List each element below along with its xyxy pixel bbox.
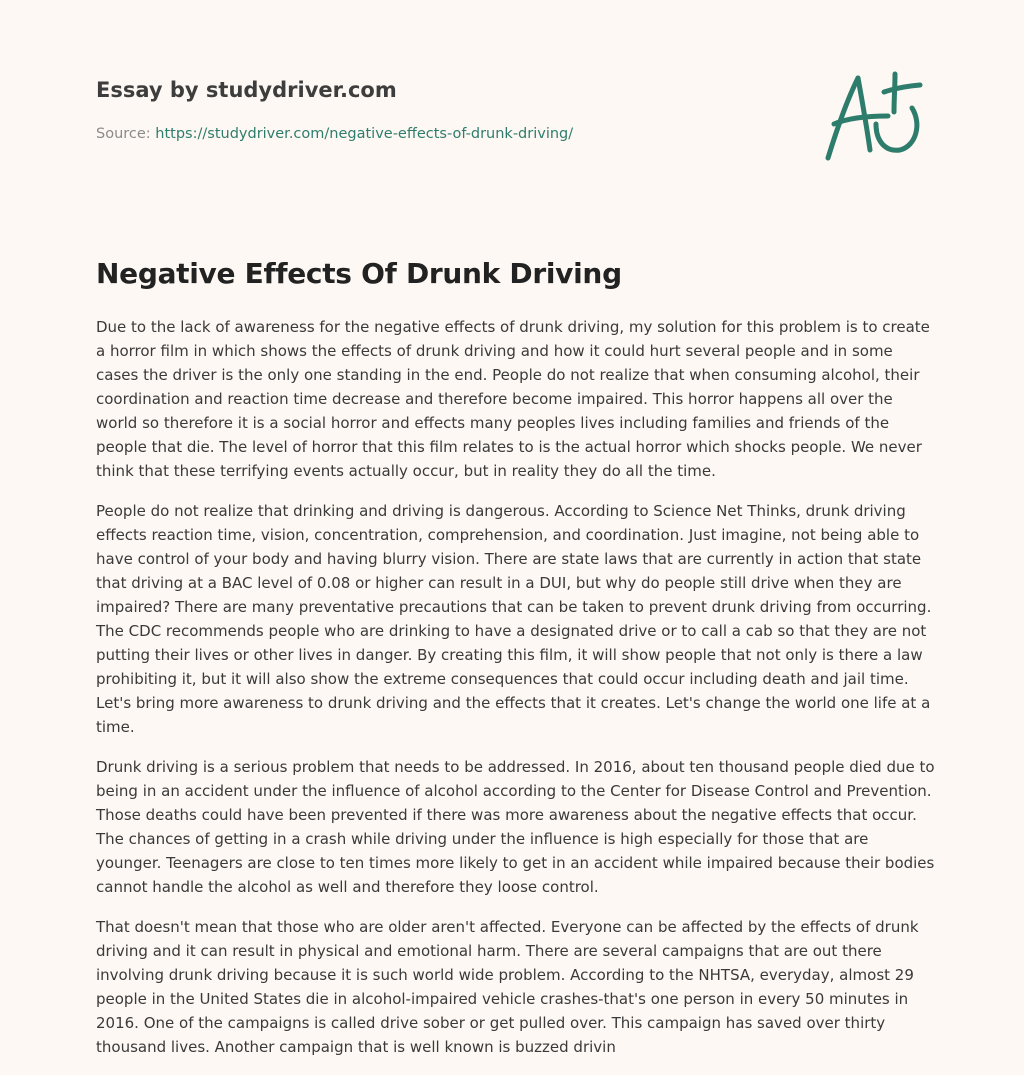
a-plus-logo-icon [822,66,928,166]
essay-paragraph-1: Due to the lack of awareness for the negative effects of drunk driving, my solution for this problem is to create a horror film in which shows the effects of drunk driving and how it could hurt several people and in some cases the driver is the only one standing in the end. People do not realize that when consuming alcohol, their coordination and reaction time decrease and therefore become impaired. This horror happens all over the world so therefore it is a social horror and effects many peoples lives including families and friends of the people that die. The level of horror that this film relates to is the actual horror which shocks people. We never think that these terrifying events actually occur, but in reality they do all the time. [96,318,930,480]
essay-paragraph-2: People do not realize that drinking and driving is dangerous. According to Science Net Thinks, drunk driving effects reaction time, vision, concentration, comprehension, and coordination. Just imagine, not being able to have control of your body and having blurry vision. There are state laws that are currently in action that state that driving at a BAC level of 0.08 or higher can result in a DUI, but why do people still drive when they are impaired? There are many preventative precautions that can be taken to prevent drunk driving from occurring. The CDC recommends people who are drinking to have a designated drive or to call a cab so that they are not putting their lives or other lives in danger. By creating this film, it will show people that not only is there a law prohibiting it, but it will also show the extreme consequences that could occur including death and jail time. Let's bring more awareness to drunk driving and the effects that it creates. Let's change the world one life at a time. [96,502,932,736]
essay-body [96,315,936,1075]
essay-header [96,76,796,144]
source-line [96,124,796,144]
essay-paragraph-3: Drunk driving is a serious problem that needs to be addressed. In 2016, about ten thousand people died due to being in an accident under the influence of alcohol according to the Center for Disease Control and Prevention. Those deaths could have been prevented if there was more awareness about the negative effects that occur. The chances of getting in a crash while driving under the influence is high especially for those that are younger. Teenagers are close to ten times more likely to get in an accident while impaired because their bodies cannot handle the alcohol as well and therefore they loose control. [96,758,935,896]
essay-title: Negative Effects Of Drunk Driving [96,257,622,290]
site-title: Essay by studydriver.com [96,78,397,102]
essay-paragraph-4: That doesn't mean that those who are older aren't affected. Everyone can be affected by the effects of drunk driving and it can result in physical and emotional harm. There are several campaigns that are out there involving drunk driving because it is such world wide problem. According to the NHTSA, everyday, almost 29 people in the United States die in alcohol-impaired vehicle crashes-that's one person in every 50 minutes in 2016. One of the campaigns is called drive sober or get pulled over. This campaign has saved over thirty thousand lives. Another campaign that is well known is buzzed drivin [96,918,919,1056]
source-link[interactable]: https://studydriver.com/negative-effects-of-drunk-driving/ [155,126,574,142]
source-label: Source: [96,126,156,142]
